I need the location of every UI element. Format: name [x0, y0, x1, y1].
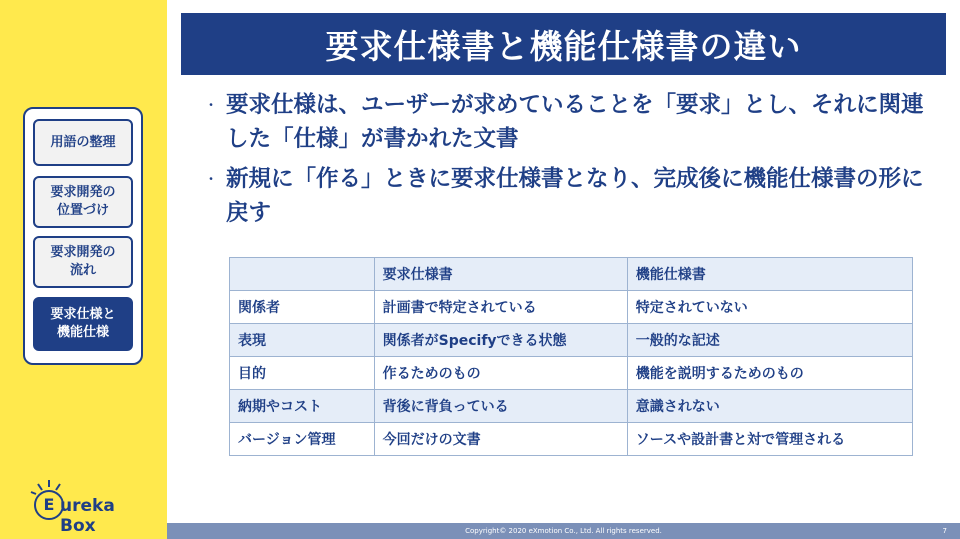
table-cell: 一般的な記述 — [627, 324, 912, 357]
table-row — [230, 324, 913, 357]
table-header-cell: 機能仕様書 — [627, 258, 912, 291]
nav-item-label: 要求開発の 流れ — [50, 245, 116, 278]
nav-item-positioning[interactable] — [33, 176, 133, 228]
bullet-item — [205, 162, 925, 230]
nav-item-terms[interactable] — [33, 119, 133, 166]
slide-title: 要求仕様書と機能仕様書の違い — [181, 13, 946, 75]
bullet-text: 新規に「作る」ときに要求仕様書となり、完成後に機能仕様書の形に戻す — [226, 166, 924, 226]
bullet-list — [205, 88, 925, 236]
nav-item-label: 用語の整理 — [50, 134, 116, 150]
table-cell: 背後に背負っている — [374, 390, 627, 423]
table-header-cell — [230, 258, 375, 291]
page-number: 7 — [942, 527, 947, 535]
table-cell: 今回だけの文書 — [374, 423, 627, 456]
table-cell: 特定されていない — [627, 291, 912, 324]
table-cell: バージョン管理 — [230, 423, 375, 456]
eureka-box-logo — [24, 478, 154, 536]
bullet-text: 要求仕様は、ユーザーが求めていることを「要求」とし、それに関連した「仕様」が書かれた文書 — [226, 92, 924, 152]
bullet-dot-icon: ・ — [205, 98, 218, 112]
sidebar — [0, 0, 167, 539]
table-row — [230, 390, 913, 423]
nav-item-label: 要求開発の 位置づけ — [50, 185, 116, 218]
logo-letter: E — [43, 495, 55, 514]
table-row — [230, 357, 913, 390]
table-cell: ソースや設計書と対で管理される — [627, 423, 912, 456]
table-cell: 目的 — [230, 357, 375, 390]
bullet-item — [205, 88, 925, 156]
table-cell: 表現 — [230, 324, 375, 357]
table-cell: 関係者 — [230, 291, 375, 324]
nav-item-label: 要求仕様と 機能仕様 — [50, 307, 116, 340]
table-cell: 納期やコスト — [230, 390, 375, 423]
table-header-row — [230, 258, 913, 291]
table-cell: 意識されない — [627, 390, 912, 423]
table-cell: 作るためのもの — [374, 357, 627, 390]
bullet-dot-icon: ・ — [205, 172, 218, 186]
footer-bar — [167, 523, 960, 539]
table-cell: 機能を説明するためのもの — [627, 357, 912, 390]
copyright-text: Copyright© 2020 eXmotion Co., Ltd. All rights reserved. — [465, 527, 662, 535]
table-row — [230, 291, 913, 324]
nav-item-requirements-vs-functional[interactable] — [33, 297, 133, 351]
table-header-cell: 要求仕様書 — [374, 258, 627, 291]
table-cell: 計画書で特定されている — [374, 291, 627, 324]
comparison-table — [229, 257, 913, 456]
table-row — [230, 423, 913, 456]
section-nav — [23, 107, 143, 365]
logo-text: ureka Box — [60, 496, 115, 536]
table-cell: 関係者がSpecifyできる状態 — [374, 324, 627, 357]
nav-item-flow[interactable] — [33, 236, 133, 288]
